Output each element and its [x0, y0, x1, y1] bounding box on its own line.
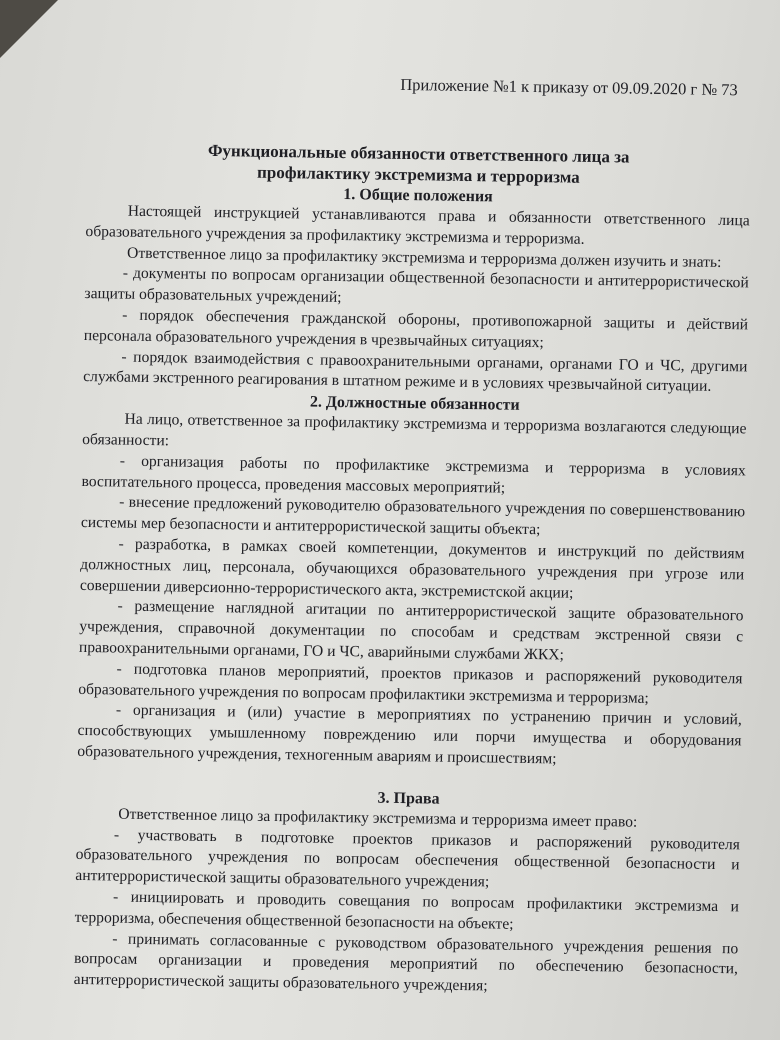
section-1-must-know: Ответственное лицо за профилактику экстремизма и терроризма должен изучить и знать: — [127, 244, 722, 271]
document-title-line-2: профилактику экстремизма и терроризма — [256, 162, 580, 187]
section-3-item-1: - участвовать в подготовке проектов приказов и распоряжений руководителя образовательного учреждения по вопросам обеспечения общественной безопасности и антитеррористической защиты образовательного учреждения; — [75, 826, 741, 891]
section-1-heading: 1. Общие положения — [343, 186, 493, 206]
section-2-item-1: - организация работы по профилактике экстремизма и терроризма в условиях воспитательного процесса, проведения массовых мероприятий; — [81, 452, 746, 497]
section-2-item-4: - размещение наглядной агитации по антитеррористической защите образовательного учреждения, справочной документации по способам и средствам экстренной связи с правоохранительными органами, ГО и ЧС, аварийными службами ЖКХ; — [78, 597, 744, 664]
page-corner-shadow — [0, 0, 58, 58]
section-3-item-3: - принимать согласованные с руководством образовательного учреждения решения по вопросам организации и проведения мероприятий по обеспечению безопасности, антитеррористической защиты образовательного учреждения; — [73, 929, 739, 995]
section-2-item-6: - организация и (или) участие в мероприятиях по устранению причин и условий, способствующих умышленному повреждению или порчи имущества и оборудования образовательного учреждения, техногенным авариям и происшествиям; — [77, 701, 743, 768]
section-1-intro: Настоящей инструкцией устанавливаются права и обязанности ответственного лица образовательного учреждения за профилактику экстремизма и терроризма. — [85, 202, 750, 248]
section-3-intro: Ответственное лицо за профилактику экстремизма и терроризма имеет право: — [118, 805, 638, 831]
order-annex-reference: Приложение №1 к приказу от 09.09.2020 г № 73 — [400, 74, 738, 100]
section-1-item-2: - порядок обеспечения гражданской обороны, противопожарной защиты и действий персонала образовательного учреждения в чрезвычайных ситуациях; — [83, 306, 749, 351]
section-1-item-1: - документы по вопросам организации общественной безопасности и антитеррористической защиты образовательных учреждений; — [84, 264, 749, 307]
document-content — [74, 70, 752, 1001]
document-title-line-1: Функциональные обязанности ответственного лица за — [207, 140, 630, 167]
section-2-item-2: - внесение предложений руководителю образовательного учреждения по совершенствованию системы мер безопасности и антитеррористической защиты объекта; — [80, 493, 746, 539]
section-3-heading: 3. Права — [377, 789, 440, 808]
section-2-item-5: - подготовка планов мероприятий, проектов приказов и распоряжений руководителя образовательного учреждения по вопросам профилактики экстремизма и терроризма; — [78, 660, 743, 707]
section-3-item-2: - инициировать и проводить совещания по вопросам профилактики экстремизма и терроризма, обеспечения общественной безопасности на объекте; — [74, 888, 740, 933]
section-2-intro: На лицо, ответственное за профилактику экстремизма и терроризма возлагаются следующие обязанности: — [82, 410, 747, 450]
section-1-item-3: - порядок взаимодействия с правоохранительными органами, органами ГО и ЧС, другими службами экстренного реагирования в штатном режиме и в условиях чрезвычайной ситуации. — [83, 348, 748, 396]
section-2-heading: 2. Должностные обязанности — [309, 393, 520, 414]
section-2-item-3: - разработка, в рамках своей компетенции, документов и инструкций по действиям должностных лиц, персонала, обучающихся образовательного учреждения при угрозе или совершении диверсионно-террористического акта, экстремистской акции; — [79, 535, 745, 602]
